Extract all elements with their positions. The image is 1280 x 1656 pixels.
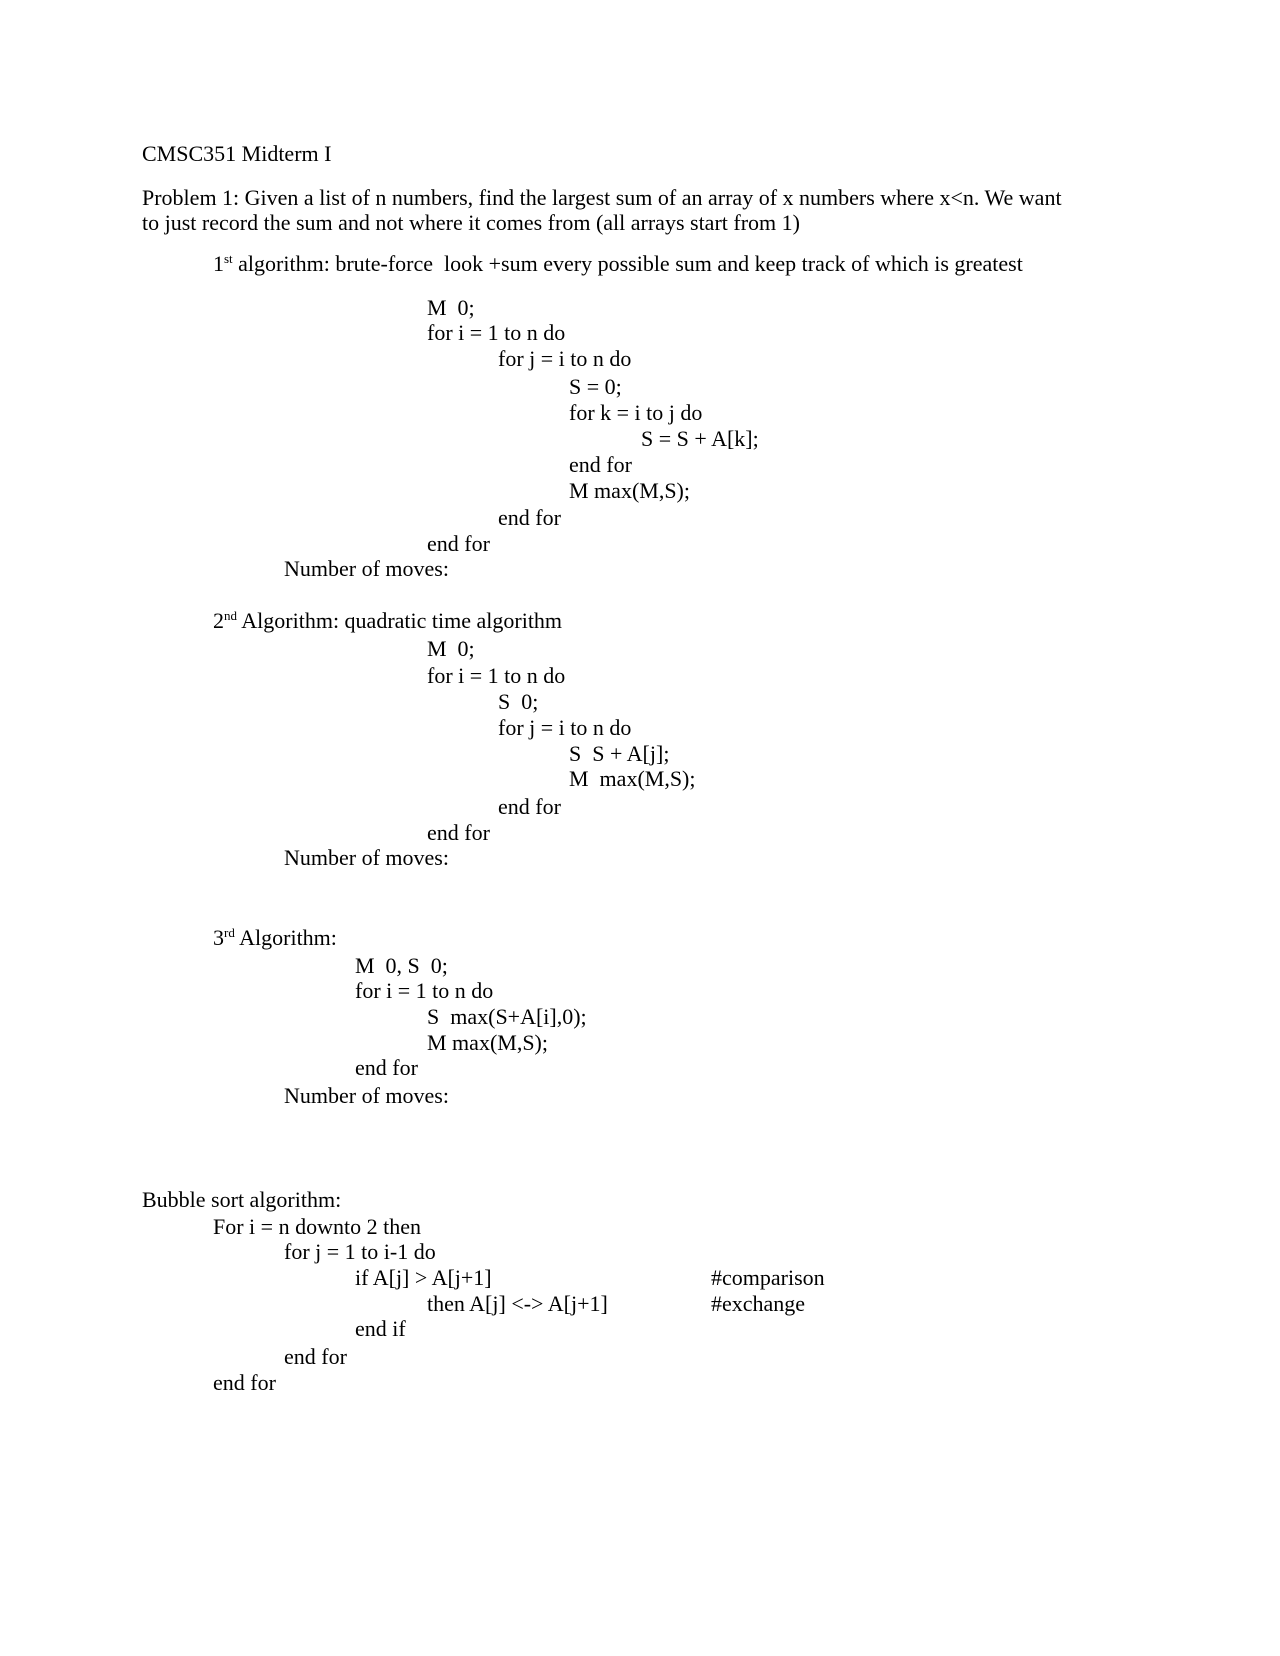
algo2-code-line: S S + A[j];: [569, 741, 670, 766]
algo1-code-line: end for: [569, 452, 632, 477]
algo2-code-line: end for: [498, 794, 561, 819]
bubble-comment-exchange: #exchange: [711, 1291, 806, 1316]
algo2-heading: [213, 610, 562, 632]
bubble-code-line: For i = n downto 2 then: [213, 1214, 421, 1239]
algo3-code-line: M 0, S 0;: [355, 953, 448, 978]
algo1-code-line: end for: [427, 531, 490, 556]
algo1-code-line: end for: [498, 505, 561, 530]
algo3-code-line: for i = 1 to n do: [355, 978, 494, 1003]
algo2-heading-text: Algorithm: quadratic time algorithm: [237, 608, 563, 633]
algo3-code-line: M max(M,S);: [427, 1030, 548, 1055]
algo1-code-line: M 0;: [427, 295, 475, 320]
algo1-code-line: S = 0;: [569, 374, 622, 399]
algo1-ordinal-suffix: st: [224, 251, 233, 266]
algo3-ordinal: 3: [213, 925, 224, 950]
algo1-heading: [213, 253, 1023, 275]
algo1-heading-text: algorithm: brute-force look +sum every possible sum and keep track of which is greatest: [232, 251, 1023, 276]
document-title: CMSC351 Midterm I: [142, 141, 332, 166]
algo1-code-line: for j = i to n do: [498, 346, 632, 371]
algo3-code-line: S max(S+A[i],0);: [427, 1004, 587, 1029]
algo2-code-line: M max(M,S);: [569, 766, 696, 791]
algo1-ordinal: 1: [213, 251, 224, 276]
algo3-heading: [213, 927, 337, 949]
algo2-ordinal: 2: [213, 608, 224, 633]
algo3-heading-text: Algorithm:: [234, 925, 337, 950]
bubble-code-line: for j = 1 to i-1 do: [284, 1239, 436, 1264]
bubble-code-line: then A[j] <-> A[j+1]: [427, 1291, 608, 1316]
algo2-ordinal-suffix: nd: [224, 608, 237, 623]
bubble-code-line: end for: [284, 1344, 347, 1369]
algo3-ordinal-suffix: rd: [224, 925, 235, 940]
bubble-heading: Bubble sort algorithm:: [142, 1187, 342, 1212]
algo2-code-line: S 0;: [498, 689, 539, 714]
algo2-code-line: for j = i to n do: [498, 715, 632, 740]
bubble-code-line: if A[j] > A[j+1]: [355, 1265, 492, 1290]
algo1-moves-label: Number of moves:: [284, 556, 449, 581]
algo1-code-line: M max(M,S);: [569, 478, 690, 503]
algo1-code-line: for k = i to j do: [569, 400, 703, 425]
algo2-moves-label: Number of moves:: [284, 845, 449, 870]
problem-text-line-1: Problem 1: Given a list of n numbers, find the largest sum of an array of x numbers where x<n. We want: [142, 185, 1062, 210]
algo2-code-line: end for: [427, 820, 490, 845]
algo2-code-line: M 0;: [427, 636, 475, 661]
algo3-moves-label: Number of moves:: [284, 1083, 449, 1108]
bubble-code-line: end for: [213, 1370, 276, 1395]
algo2-code-line: for i = 1 to n do: [427, 663, 566, 688]
algo1-code-line: for i = 1 to n do: [427, 320, 566, 345]
bubble-comment-comparison: #comparison: [711, 1265, 825, 1290]
algo3-code-line: end for: [355, 1055, 418, 1080]
bubble-code-line: end if: [355, 1316, 406, 1341]
problem-text-line-2: to just record the sum and not where it comes from (all arrays start from 1): [142, 210, 800, 235]
algo1-code-line: S = S + A[k];: [641, 426, 759, 451]
